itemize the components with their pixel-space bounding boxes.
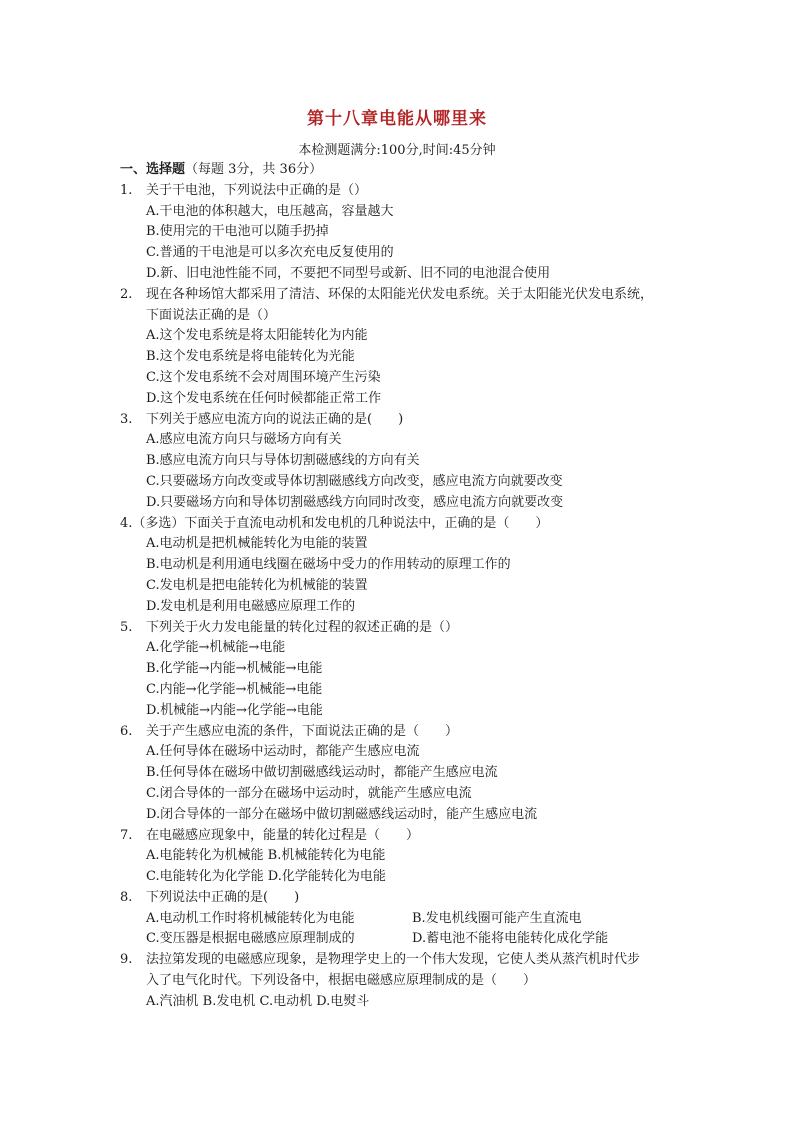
question-number: 1. xyxy=(120,182,133,198)
question-number: 6. xyxy=(120,723,133,739)
question-1 xyxy=(120,181,700,202)
question-number: 3. xyxy=(120,411,133,427)
exam-info: 本检测题满分:100分,时间:45分钟 xyxy=(298,143,496,158)
question-number: 7. xyxy=(120,827,133,843)
option-a: A.化学能→机械能→电能 xyxy=(146,640,286,656)
question-number: 5. xyxy=(120,619,133,635)
question-stem: 下列说法中正确的是( ) xyxy=(146,889,300,905)
question-4 xyxy=(120,514,700,535)
option-a: A.这个发电系统是将太阳能转化为内能 xyxy=(146,328,368,344)
question-number: 8. xyxy=(120,889,133,905)
question-stem: 现在各种场馆大都采用了清洁、环保的太阳能光伏发电系统。关于太阳能光伏发电系统， xyxy=(146,286,654,302)
question-number: 2. xyxy=(120,286,133,302)
question-number: 4. xyxy=(120,515,133,531)
option-c: C.只要磁场方向改变或导体切割磁感线方向改变，感应电流方向就要改变 xyxy=(146,473,563,489)
option-b: B.化学能→内能→机械能→电能 xyxy=(146,661,323,677)
option-b: B.感应电流方向只与导体切割磁感线的方向有关 xyxy=(146,453,420,469)
option-b: B.使用完的干电池可以随手扔掉 xyxy=(146,224,329,240)
question-5 xyxy=(120,618,700,639)
option-a: A.电动机是把机械能转化为电能的装置 xyxy=(146,536,368,552)
section-note: （每题 3分，共 36分） xyxy=(185,162,323,177)
option-b: B.发电机线圈可能产生直流电 xyxy=(412,910,582,926)
option-d: D.只要磁场方向和导体切割磁感线方向同时改变，感应电流方向就要改变 xyxy=(146,494,564,510)
options-row-ab: A.电能转化为机械能 B.机械能转化为电能 xyxy=(146,848,386,864)
option-d: D.这个发电系统在任何时候都能正常工作 xyxy=(146,390,382,406)
question-stem: 下列关于火力发电能量的转化过程的叙述正确的是（） xyxy=(146,619,459,635)
question-list xyxy=(120,160,700,1013)
question-7 xyxy=(120,826,700,847)
question-stem: 下列关于感应电流方向的说法正确的是( ) xyxy=(146,411,404,427)
option-c: C.变压器是根据电磁感应原理制成的 xyxy=(146,931,355,947)
question-9 xyxy=(120,950,700,971)
question-stem-continued: 入了电气化时代。下列设备中，根据电磁感应原理制成的是（ ） xyxy=(146,973,537,989)
question-stem: 关于干电池，下列说法中正确的是（） xyxy=(146,182,368,198)
options-row-cd: C.电能转化为化学能 D.化学能转化为电能 xyxy=(146,869,386,885)
option-d: D.机械能→内能→化学能→电能 xyxy=(146,702,323,718)
option-a: A.任何导体在磁场中运动时，都能产生感应电流 xyxy=(146,744,420,760)
option-c: C.发电机是把电能转化为机械能的装置 xyxy=(146,577,368,593)
question-3 xyxy=(120,410,700,431)
option-d: D.闭合导体的一部分在磁场中做切割磁感线运动时，能产生感应电流 xyxy=(146,806,538,822)
option-c: C.内能→化学能→机械能→电能 xyxy=(146,681,323,697)
question-6 xyxy=(120,722,700,743)
option-a: A.电动机工作时将机械能转化为电能 xyxy=(146,910,355,926)
options-row: A.汽油机 B.发电机 C.电动机 D.电熨斗 xyxy=(146,993,370,1009)
option-d: D.新、旧电池性能不同，不要把不同型号或新、旧不同的电池混合使用 xyxy=(146,265,551,281)
option-d: D.发电机是利用电磁感应原理工作的 xyxy=(146,598,356,614)
question-stem: 关于产生感应电流的条件，下面说法正确的是（ ） xyxy=(146,723,459,739)
question-2 xyxy=(120,285,700,306)
option-a: A.感应电流方向只与磁场方向有关 xyxy=(146,432,342,448)
option-d: D.蓄电池不能将电能转化成化学能 xyxy=(412,931,609,947)
question-8 xyxy=(120,888,700,909)
option-c: C.这个发电系统不会对周围环境产生污染 xyxy=(146,369,381,385)
question-stem: （多选）下面关于直流电动机和发电机的几种说法中，正确的是（ ） xyxy=(132,515,549,531)
options-row-cd xyxy=(120,929,700,950)
option-a: A.干电池的体积越大，电压越高，容量越大 xyxy=(146,203,394,219)
option-b: B.这个发电系统是将电能转化为光能 xyxy=(146,349,355,365)
question-stem-continued: 下面说法正确的是（） xyxy=(146,307,277,323)
question-number: 9. xyxy=(120,952,133,968)
page-title: 第十八章电能从哪里来 xyxy=(307,109,487,129)
options-row-ab xyxy=(120,909,700,930)
section-label: 一、选择题 xyxy=(120,162,186,177)
question-stem: 在电磁感应现象中，能量的转化过程是（ ） xyxy=(146,827,420,843)
section-heading xyxy=(120,160,700,181)
option-b: B.任何导体在磁场中做切割磁感线运动时，都能产生感应电流 xyxy=(146,765,498,781)
option-c: C.普通的干电池是可以多次充电反复使用的 xyxy=(146,245,394,261)
question-stem: 法拉第发现的电磁感应现象，是物理学史上的一个伟大发现，它使人类从蒸汽机时代步 xyxy=(146,952,641,968)
option-c: C.闭合导体的一部分在磁场中运动时，就能产生感应电流 xyxy=(146,785,472,801)
option-b: B.电动机是利用通电线圈在磁场中受力的作用转动的原理工作的 xyxy=(146,557,511,573)
